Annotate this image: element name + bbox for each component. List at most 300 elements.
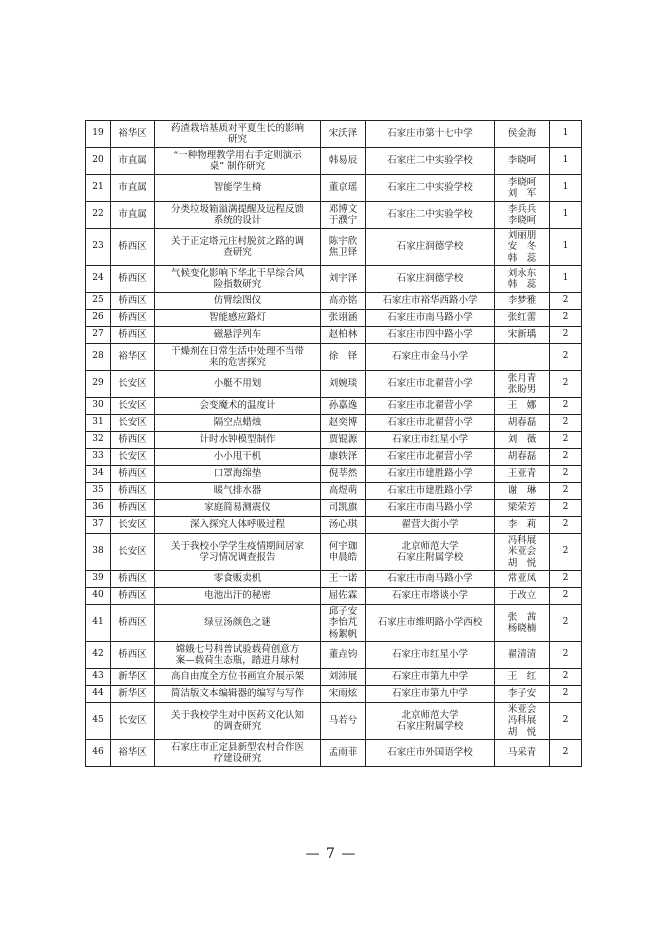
district-cell: 市直属 [111,175,155,202]
district-cell: 长安区 [111,398,155,415]
author-cell-line: 刘婉琰 [328,378,358,390]
project-title-cell [155,293,321,310]
table-row [86,344,582,371]
author-cell-line: 高亦铭 [328,295,358,307]
district-cell: 长安区 [111,703,155,740]
teacher-cell-line: 刘 薇 [507,434,537,446]
author-cell [321,293,366,310]
teacher-cell-line: 王 红 [507,671,537,683]
district-cell: 新华区 [111,686,155,703]
teacher-cell-line: 李晓呵 [507,215,537,226]
row-number: 28 [86,344,111,371]
teacher-cell-line: 李晓呵 [507,176,537,188]
author-cell [321,703,366,740]
project-title-cell-line: 小小甩干机 [213,451,262,463]
author-cell-line: 陈宇欣 [328,235,358,247]
table-row [86,605,582,642]
project-title-cell-line: 疗建设研究 [213,753,262,764]
teacher-cell-line: 王亚青 [507,468,537,480]
author-cell [321,669,366,686]
teacher-cell [495,588,550,605]
project-title-cell-line: 家庭简易测震仪 [204,502,271,514]
award-level-cell: 2 [550,703,582,740]
teacher-cell-line: 宋新瑀 [507,329,537,341]
row-number: 27 [86,327,111,344]
author-cell-line: 王一诺 [328,573,358,585]
award-level-cell: 1 [550,175,582,202]
school-cell-line: 石家庄市金马小学 [391,351,468,363]
school-cell-line: 石家庄市第九中学 [391,688,468,700]
teacher-cell-line: 翟清清 [507,649,537,661]
award-level-cell: 2 [550,571,582,588]
author-cell-line: 董京瑶 [328,182,358,194]
author-cell [321,398,366,415]
school-cell-line: 石家庄市红星小学 [391,649,468,661]
teacher-cell [495,483,550,500]
project-title-cell [155,148,321,175]
school-cell [366,229,495,266]
school-cell-line: 石家庄市红星小学 [391,434,468,446]
row-number: 41 [86,605,111,642]
teacher-cell [495,669,550,686]
project-title-cell [155,121,321,148]
school-cell-line: 石家庄市建胜路小学 [387,468,473,480]
teacher-cell-line: 马采青 [507,747,537,759]
project-title-cell-line: 研究 [227,134,247,145]
author-cell [321,517,366,534]
table-row [86,534,582,571]
table-row [86,415,582,432]
project-title-cell [155,703,321,740]
teacher-cell-line: 韩 蕊 [507,252,537,264]
teacher-cell-line: 张 茜 [507,611,537,623]
author-cell [321,500,366,517]
teacher-cell [495,432,550,449]
row-number: 43 [86,669,111,686]
row-number: 46 [86,740,111,767]
project-title-cell [155,344,321,371]
project-title-cell [155,266,321,293]
district-cell: 裕华区 [111,121,155,148]
project-title-cell-line: 险指数研究 [213,279,262,290]
teacher-cell-line: 刘丽朋 [507,229,537,241]
school-cell-line: 石家庄二中实验学校 [387,155,473,167]
school-cell-line: 石家庄市北翟营小学 [387,378,473,390]
school-cell [366,669,495,686]
table-row [86,588,582,605]
project-title-cell-line: 关于我校小学学生疫情期间居家 [170,540,304,552]
row-number: 31 [86,415,111,432]
award-level-cell: 2 [550,500,582,517]
project-title-cell [155,588,321,605]
school-cell-line: 石家庄市外国语学校 [387,747,473,759]
author-cell-line: 贾锟源 [328,434,358,446]
award-level-cell: 1 [550,202,582,229]
project-title-cell [155,415,321,432]
author-cell-line: 赵柏林 [328,329,358,341]
school-cell [366,449,495,466]
table-row [86,449,582,466]
author-cell [321,327,366,344]
award-level-cell: 1 [550,229,582,266]
district-cell: 裕华区 [111,344,155,371]
row-number: 40 [86,588,111,605]
author-cell [321,121,366,148]
award-level-cell: 2 [550,293,582,310]
teacher-cell-line: 张月青 [507,372,537,384]
project-title-cell-line: 绿豆汤颜色之谜 [204,617,271,629]
school-cell [366,588,495,605]
author-cell [321,344,366,371]
project-title-cell-line: 电池出汗的秘密 [204,590,271,602]
teacher-cell-line: 冯科展 [507,534,537,546]
award-level-cell: 2 [550,432,582,449]
school-cell [366,415,495,432]
row-number: 22 [86,202,111,229]
project-title-cell [155,669,321,686]
school-cell [366,517,495,534]
row-number: 19 [86,121,111,148]
row-number: 45 [86,703,111,740]
table-row [86,642,582,669]
table-row [86,293,582,310]
project-title-cell [155,371,321,398]
author-cell [321,148,366,175]
table-row [86,266,582,293]
teacher-cell [495,148,550,175]
author-cell [321,432,366,449]
district-cell: 桥西区 [111,266,155,293]
author-cell-line: 邱子安 [328,605,358,617]
award-level-cell: 1 [550,121,582,148]
award-level-cell: 2 [550,415,582,432]
table-row [86,229,582,266]
project-title-cell [155,175,321,202]
row-number: 38 [86,534,111,571]
row-number: 37 [86,517,111,534]
award-level-cell: 2 [550,642,582,669]
district-cell: 长安区 [111,534,155,571]
project-title-cell-line: 小艇不用划 [213,378,262,390]
project-title-cell [155,517,321,534]
school-cell-line: 石家庄润德学校 [396,241,464,253]
teacher-cell [495,371,550,398]
district-cell: 桥西区 [111,571,155,588]
school-cell-line: 石家庄市北翟营小学 [387,400,473,412]
school-cell [366,266,495,293]
project-title-cell [155,605,321,642]
teacher-cell-line: 梁荣芳 [507,502,537,514]
project-title-cell [155,310,321,327]
project-title-cell-line: 磁悬浮列车 [213,329,262,341]
project-title-cell [155,483,321,500]
district-cell: 桥西区 [111,293,155,310]
project-title-cell [155,398,321,415]
school-cell-line: 石家庄附属学校 [396,552,464,563]
teacher-cell [495,202,550,229]
teacher-cell [495,415,550,432]
table-row [86,571,582,588]
school-cell [366,121,495,148]
table-row [86,500,582,517]
row-number: 32 [86,432,111,449]
project-title-cell-line: 隔空点蜡烛 [213,417,262,429]
author-cell [321,605,366,642]
table-row [86,517,582,534]
table-row [86,686,582,703]
project-title-cell-line: “一种物理教学用右手定则演示 [173,149,302,161]
row-number: 44 [86,686,111,703]
table-row [86,371,582,398]
author-cell [321,266,366,293]
teacher-cell-line: 王 娜 [507,400,537,412]
award-level-cell: 2 [550,398,582,415]
teacher-cell [495,310,550,327]
author-cell-line: 司凯旗 [328,502,358,514]
district-cell: 桥西区 [111,605,155,642]
row-number: 42 [86,642,111,669]
school-cell [366,148,495,175]
school-cell [366,642,495,669]
author-cell-line: 申晨皓 [328,552,358,563]
teacher-cell-line: 杨晓楠 [507,623,537,634]
teacher-cell-line: 米亚会 [507,546,537,558]
award-level-cell: 2 [550,483,582,500]
teacher-cell [495,642,550,669]
teacher-cell-line: 张盼男 [507,384,537,395]
teacher-cell [495,740,550,767]
table-row [86,466,582,483]
school-cell-line: 石家庄市建胜路小学 [387,485,473,497]
row-number: 34 [86,466,111,483]
table-row [86,310,582,327]
district-cell: 长安区 [111,415,155,432]
school-cell [366,740,495,767]
school-cell-line: 石家庄市裕华西路小学 [382,295,478,307]
teacher-cell-line: 冯科展 [507,715,537,727]
teacher-cell-line: 胡 悦 [507,557,537,569]
author-cell-line: 屈佐霖 [328,590,358,602]
school-cell-line: 石家庄二中实验学校 [387,209,473,221]
teacher-cell-line: 侯金海 [507,128,537,140]
author-cell [321,483,366,500]
project-title-cell-line: 嫦娥七号科普试验载荷创意方 [175,643,300,655]
awards-table [85,120,582,767]
project-title-cell-line: 查研究 [223,247,252,258]
school-cell-line: 石家庄润德学校 [396,273,464,285]
row-number: 36 [86,500,111,517]
school-cell [366,432,495,449]
author-cell-line: 康轶泽 [328,451,358,463]
district-cell: 桥西区 [111,310,155,327]
table-row [86,483,582,500]
author-cell-line: 邓博文 [328,203,358,215]
project-title-cell-line: 干燥剂在日常生活中处理不当带 [170,345,304,357]
project-title-cell-line: 桌” 制作研究 [209,161,266,172]
project-title-cell [155,202,321,229]
award-level-cell: 2 [550,588,582,605]
district-cell: 市直属 [111,202,155,229]
district-cell: 长安区 [111,371,155,398]
teacher-cell [495,398,550,415]
author-cell-line: 刘宇泽 [328,273,358,285]
project-title-cell-line: 分类垃圾箱溢满提醒及远程反馈 [170,203,304,215]
author-cell-line: 董垚钧 [328,649,358,661]
school-cell [366,466,495,483]
author-cell [321,571,366,588]
author-cell [321,449,366,466]
award-level-cell: 2 [550,371,582,398]
district-cell: 桥西区 [111,466,155,483]
teacher-cell [495,229,550,266]
author-cell-line: 倪莘然 [328,468,358,480]
teacher-cell-line: 李 莉 [507,519,537,531]
award-level-cell: 2 [550,605,582,642]
row-number: 25 [86,293,111,310]
teacher-cell-line: 李子安 [507,688,537,700]
teacher-cell [495,500,550,517]
award-level-cell: 2 [550,449,582,466]
table-row [86,432,582,449]
teacher-cell [495,293,550,310]
teacher-cell-line: 谢 琳 [507,485,537,497]
school-cell-line: 北京师范大学 [401,540,459,552]
project-title-cell-line: 来的危害探究 [208,357,266,368]
author-cell-line: 李怡芃 [328,617,358,629]
teacher-cell-line: 李兵兵 [507,203,537,215]
author-cell [321,202,366,229]
table-row [86,202,582,229]
school-cell-line: 石家庄二中实验学校 [387,182,473,194]
teacher-cell [495,175,550,202]
award-level-cell: 2 [550,669,582,686]
row-number: 35 [86,483,111,500]
school-cell [366,175,495,202]
teacher-cell-line: 刘 军 [507,188,537,199]
row-number: 21 [86,175,111,202]
teacher-cell [495,449,550,466]
project-title-cell-line: 智能感应路灯 [208,312,266,324]
project-title-cell-line: 案—载荷生态瓶，踏进月球村 [175,655,300,666]
author-cell [321,229,366,266]
project-title-cell [155,466,321,483]
project-title-cell-line: 深入探究人体呼吸过程 [189,519,285,531]
teacher-cell-line: 李梦雅 [507,295,537,307]
project-title-cell [155,449,321,466]
author-cell-line: 汤心琪 [328,519,358,531]
author-cell-line: 孙嘉逸 [328,400,358,412]
award-level-cell: 2 [550,686,582,703]
author-cell [321,175,366,202]
teacher-cell-line: 安 冬 [507,241,537,253]
school-cell [366,534,495,571]
teacher-cell [495,517,550,534]
school-cell [366,686,495,703]
district-cell: 桥西区 [111,588,155,605]
author-cell [321,371,366,398]
school-cell [366,327,495,344]
table-body [86,121,582,767]
award-level-cell: 2 [550,740,582,767]
project-title-cell [155,432,321,449]
award-level-cell: 2 [550,534,582,571]
author-cell-line: 高煜萌 [328,485,358,497]
table-row [86,669,582,686]
author-cell [321,642,366,669]
award-level-cell: 1 [550,148,582,175]
teacher-cell [495,703,550,740]
row-number: 20 [86,148,111,175]
school-cell [366,605,495,642]
award-level-cell: 2 [550,344,582,371]
project-title-cell-line: 计时水钟模型制作 [199,434,276,446]
school-cell-line: 翟营大街小学 [401,519,459,531]
teacher-cell-line: 张红蕾 [507,312,537,324]
school-cell [366,398,495,415]
school-cell-line: 石家庄市第九中学 [391,671,468,683]
teacher-cell-line: 韩 蕊 [507,279,537,290]
teacher-cell-line: 刘永东 [507,267,537,279]
author-cell-line: 孟雨菲 [328,747,358,759]
award-level-cell: 2 [550,466,582,483]
school-cell-line: 石家庄市南马路小学 [387,573,473,585]
district-cell: 桥西区 [111,642,155,669]
project-title-cell [155,740,321,767]
project-title-cell-line: 零食贩卖机 [213,573,262,585]
district-cell: 长安区 [111,517,155,534]
school-cell [366,344,495,371]
school-cell [366,571,495,588]
school-cell [366,483,495,500]
school-cell-line: 北京师范大学 [401,709,459,721]
project-title-cell-line: 智能学生椅 [213,182,262,194]
table-row [86,175,582,202]
school-cell-line: 石家庄市四中路小学 [387,329,473,341]
author-cell-line: 徐 铎 [328,351,358,363]
project-title-cell [155,229,321,266]
school-cell [366,500,495,517]
district-cell: 桥西区 [111,327,155,344]
project-title-cell [155,327,321,344]
district-cell: 裕华区 [111,740,155,767]
teacher-cell [495,686,550,703]
teacher-cell-line: 于改立 [507,590,537,602]
project-title-cell-line: 的调查研究 [213,721,262,732]
award-level-cell: 2 [550,517,582,534]
teacher-cell [495,534,550,571]
school-cell [366,293,495,310]
author-cell [321,740,366,767]
school-cell-line: 石家庄附属学校 [396,721,464,732]
project-title-cell-line: 气候变化影响下华北干旱综合风 [170,267,304,279]
teacher-cell-line: 胡 悦 [507,726,537,738]
school-cell-line: 石家庄市塔谈小学 [391,590,468,602]
project-title-cell [155,686,321,703]
teacher-cell-line: 常亚凤 [507,573,537,585]
page-number: — 7 — [305,846,357,862]
teacher-cell [495,605,550,642]
district-cell: 长安区 [111,449,155,466]
author-cell-line: 杨絮帆 [328,628,358,640]
teacher-cell [495,266,550,293]
teacher-cell-line: 胡春磊 [507,417,537,429]
district-cell: 桥西区 [111,483,155,500]
school-cell [366,310,495,327]
district-cell: 桥西区 [111,229,155,266]
project-title-cell-line: 仿臂绘图仪 [213,295,262,307]
table-row [86,398,582,415]
district-cell: 桥西区 [111,432,155,449]
